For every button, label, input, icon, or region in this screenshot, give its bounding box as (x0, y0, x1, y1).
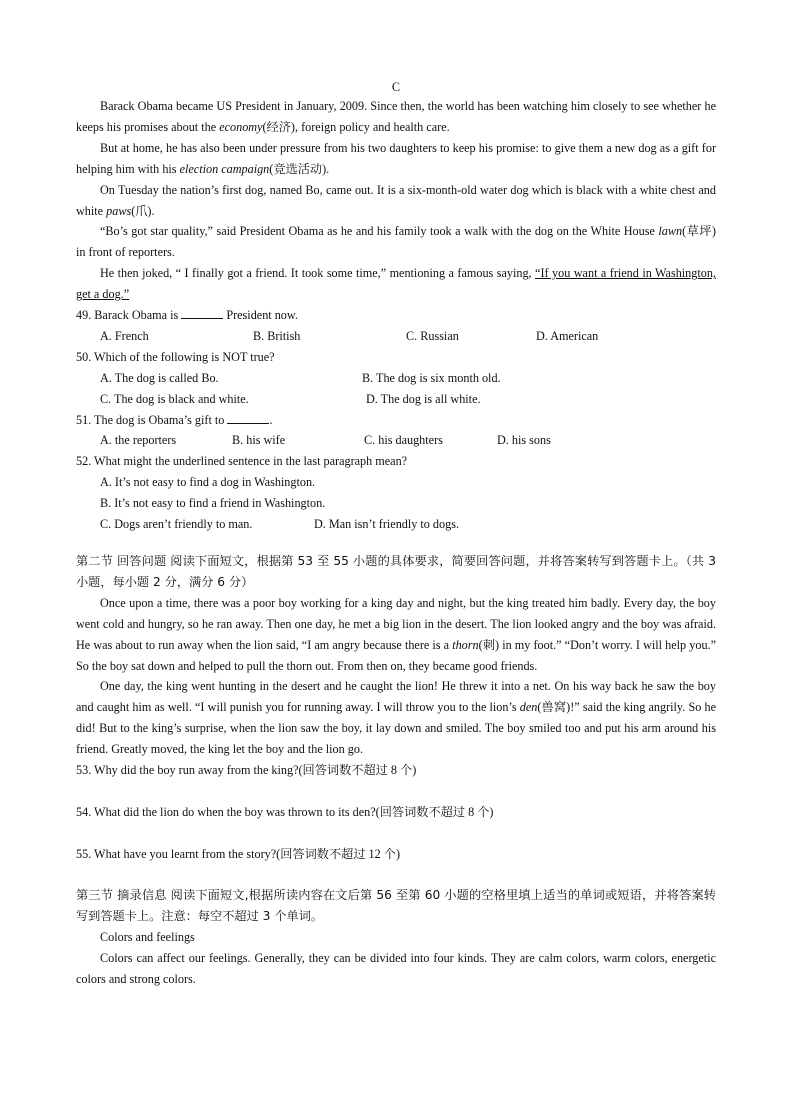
section-2-heading: 第二节 回答问题 阅读下面短文，根据第 53 至 55 小题的具体要求，简要回答问题，并将答案转写到答题卡上。（共 3 小题，每小题 2 分，满分 6 分） (76, 553, 716, 589)
passage-paragraph-5: He then joked, “ I finally got a friend. It took some time,” mentioning a famous saying, “If you want a friend in Washington, get a dog.” (76, 266, 716, 302)
question-52-options-cd (76, 514, 716, 535)
option-a: A. The dog is called Bo. (100, 370, 219, 385)
option-b: B. It’s not easy to find a friend in Washington. (100, 496, 326, 511)
question-52: 52. What might the underlined sentence in the last paragraph mean? (76, 454, 408, 469)
section-3-heading: 第三节 摘录信息 阅读下面短文,根据所读内容在文后第 56 至第 60 小题的空格里填上适当的单词或短语，并将答案转写到答题卡上。注意：每空不超过 3 个单词。 (76, 888, 716, 924)
answer-space (76, 781, 716, 802)
question-51-options (76, 430, 716, 451)
question-52-option-a (76, 472, 716, 493)
answer-space (76, 823, 716, 844)
option-b: B. The dog is six month old. (362, 370, 501, 385)
option-b: B. his wife (232, 433, 286, 448)
option-c: C. his daughters (364, 433, 443, 448)
question-50: 50. Which of the following is NOT true? (76, 349, 275, 364)
option-a: A. It’s not easy to find a dog in Washington. (100, 475, 316, 490)
answer-blank (227, 412, 269, 424)
option-d: D. The dog is all white. (366, 391, 481, 406)
option-c: C. Russian (406, 328, 459, 343)
article-paragraph-1: Colors can affect our feelings. Generally, they can be divided into four kinds. They are calm colors, warm colors, energetic colors and strong colors. (76, 951, 716, 987)
option-a: A. the reporters (100, 433, 177, 448)
question-54: 54. What did the lion do when the boy was thrown to its den?(回答词数不超过 8 个) (76, 804, 494, 819)
question-50-options-ab (76, 368, 716, 389)
option-d: D. American (536, 328, 599, 343)
answer-space (76, 865, 716, 886)
option-d: D. Man isn’t friendly to dogs. (314, 516, 460, 531)
question-51: 51. The dog is Obama’s gift to . (76, 412, 273, 427)
passage-label: C (391, 80, 401, 94)
passage-paragraph-4: “Bo’s got star quality,” said President Obama as he and his family took a walk with the dog on the White House lawn(草坪) in front of reporters. (76, 224, 716, 260)
passage-paragraph-3: On Tuesday the nation’s first dog, named Bo, came out. It is a six-month-old water dog which is black with a white chest and white paws(爪). (76, 182, 716, 218)
option-c: C. The dog is black and white. (100, 391, 249, 406)
story-paragraph-2: One day, the king went hunting in the desert and he caught the lion! He threw it into a net. On his way back he saw the boy and caught him as well. “I will punish you for running away. I will throw you to the lion’s den(兽窝)!” said the king angrily. So he did! But to the king’s surprise, when the lion saw the boy, it lay down and smiled. The boy smiled too and put his arm around his friend. Greatly moved, the king let the boy and the lion go. (76, 679, 716, 757)
option-b: B. British (253, 328, 301, 343)
question-49: 49. Barack Obama is President now. (76, 308, 298, 323)
answer-blank (181, 307, 223, 319)
question-52-option-b (76, 493, 716, 514)
passage-paragraph-2: But at home, he has also been under pressure from his two daughters to keep his promise: to give them a new dog as a gift for helping him with his election campaign(竞选活动). (76, 140, 716, 176)
passage-paragraph-1: Barack Obama became US President in January, 2009. Since then, the world has been watching him closely to see whether he keeps his promises about the economy(经济), foreign policy and health care. (76, 99, 716, 134)
option-a: A. French (100, 328, 149, 343)
option-d: D. his sons (497, 433, 551, 448)
article-title: Colors and feelings (100, 930, 195, 945)
question-49-options (76, 326, 716, 347)
question-50-options-cd (76, 389, 716, 410)
underlined-sentence: “If you want a friend in Washington, get a dog.” (76, 266, 716, 302)
question-55: 55. What have you learnt from the story?(回答词数不超过 12 个) (76, 846, 401, 861)
exam-page (76, 78, 716, 990)
story-paragraph-1: Once upon a time, there was a poor boy working for a king day and night, but the king treated him badly. Every day, the boy went cold and hungry, so he ran away. Then one day, he met a big lion in the desert. The lion looked angry and the boy was afraid. He was about to run away when the lion said, “I am angry because there is a thorn(刺) in my foot.” “Don’t worry. I will help you.” So the boy sat down and helped to pull the thorn out. From then on, they became good friends. (76, 595, 717, 673)
question-53: 53. Why did the boy run away from the king?(回答词数不超过 8 个) (76, 763, 417, 778)
option-c: C. Dogs aren’t friendly to man. (100, 516, 253, 531)
